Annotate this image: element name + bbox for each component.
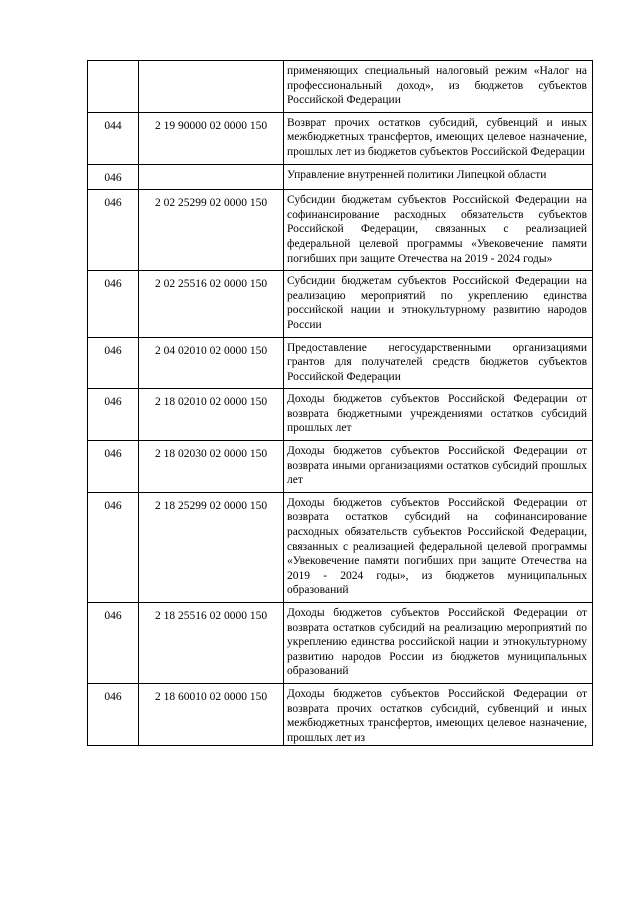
income-code-cell: 2 02 25516 02 0000 150 [139,271,284,337]
income-code-cell: 2 18 25516 02 0000 150 [139,603,284,684]
admin-code-cell: 046 [88,492,139,602]
table-row [88,683,593,745]
income-name-cell: Субсидии бюджетам субъектов Российской Федерации на софинансирование расходных обязательств субъектов Российской Федерации, связанных с реализацией федеральной целевой программы «Увековечение памяти погибших при защите Отечества на 2019 - 2024 годы» [284,190,593,271]
income-name-cell: Доходы бюджетов субъектов Российской Федерации от возврата прочих остатков субсидий, субвенций и иных межбюджетных трансфертов, имеющих целевое назначение, прошлых лет из [284,683,593,745]
income-code-cell [139,61,284,113]
admin-code-cell: 046 [88,164,139,190]
table-row [88,164,593,190]
admin-code-cell: 046 [88,389,139,441]
income-code-cell: 2 19 90000 02 0000 150 [139,112,284,164]
income-code-cell [139,164,284,190]
income-name-cell: Управление внутренней политики Липецкой области [284,164,593,190]
table-row [88,389,593,441]
table-row [88,190,593,271]
income-code-cell: 2 02 25299 02 0000 150 [139,190,284,271]
table-row [88,61,593,113]
income-code-cell: 2 18 02010 02 0000 150 [139,389,284,441]
admin-code-cell: 044 [88,112,139,164]
budget-classification-table [87,60,593,746]
admin-code-cell: 046 [88,337,139,389]
table-row [88,441,593,493]
table-row [88,112,593,164]
admin-code-cell: 046 [88,603,139,684]
income-name-cell: Доходы бюджетов субъектов Российской Федерации от возврата остатков субсидий на софинансирование расходных обязательств субъектов Российской Федерации, связанных с реализацией федеральной целевой программы «Увековечение памяти погибших при защите Отечества на 2019 - 2024 годы», из бюджетов муниципальных образований [284,492,593,602]
table-row [88,603,593,684]
income-name-cell: Доходы бюджетов субъектов Российской Федерации от возврата бюджетными учреждениями остатков субсидий прошлых лет [284,389,593,441]
income-code-cell: 2 04 02010 02 0000 150 [139,337,284,389]
income-name-cell: Доходы бюджетов субъектов Российской Федерации от возврата иными организациями остатков субсидий прошлых лет [284,441,593,493]
income-code-cell: 2 18 25299 02 0000 150 [139,492,284,602]
table-row [88,271,593,337]
admin-code-cell: 046 [88,271,139,337]
income-name-cell: Предоставление негосударственными организациями грантов для получателей средств бюджетов субъектов Российской Федерации [284,337,593,389]
income-name-cell: Возврат прочих остатков субсидий, субвенций и иных межбюджетных трансфертов, имеющих целевое назначение, прошлых лет из бюджетов субъектов Российской Федерации [284,112,593,164]
table-row [88,492,593,602]
income-code-cell: 2 18 60010 02 0000 150 [139,683,284,745]
admin-code-cell: 046 [88,190,139,271]
admin-code-cell: 046 [88,441,139,493]
income-name-cell: применяющих специальный налоговый режим «Налог на профессиональный доход», из бюджетов субъектов Российской Федерации [284,61,593,113]
table-row [88,337,593,389]
admin-code-cell: 046 [88,683,139,745]
income-name-cell: Доходы бюджетов субъектов Российской Федерации от возврата остатков субсидий на реализацию мероприятий по укреплению единства российской нации и этнокультурному развитию народов России из бюджетов муниципальных образований [284,603,593,684]
income-code-cell: 2 18 02030 02 0000 150 [139,441,284,493]
income-name-cell: Субсидии бюджетам субъектов Российской Федерации на реализацию мероприятий по укреплению единства российской нации и этнокультурному развитию народов России [284,271,593,337]
admin-code-cell [88,61,139,113]
